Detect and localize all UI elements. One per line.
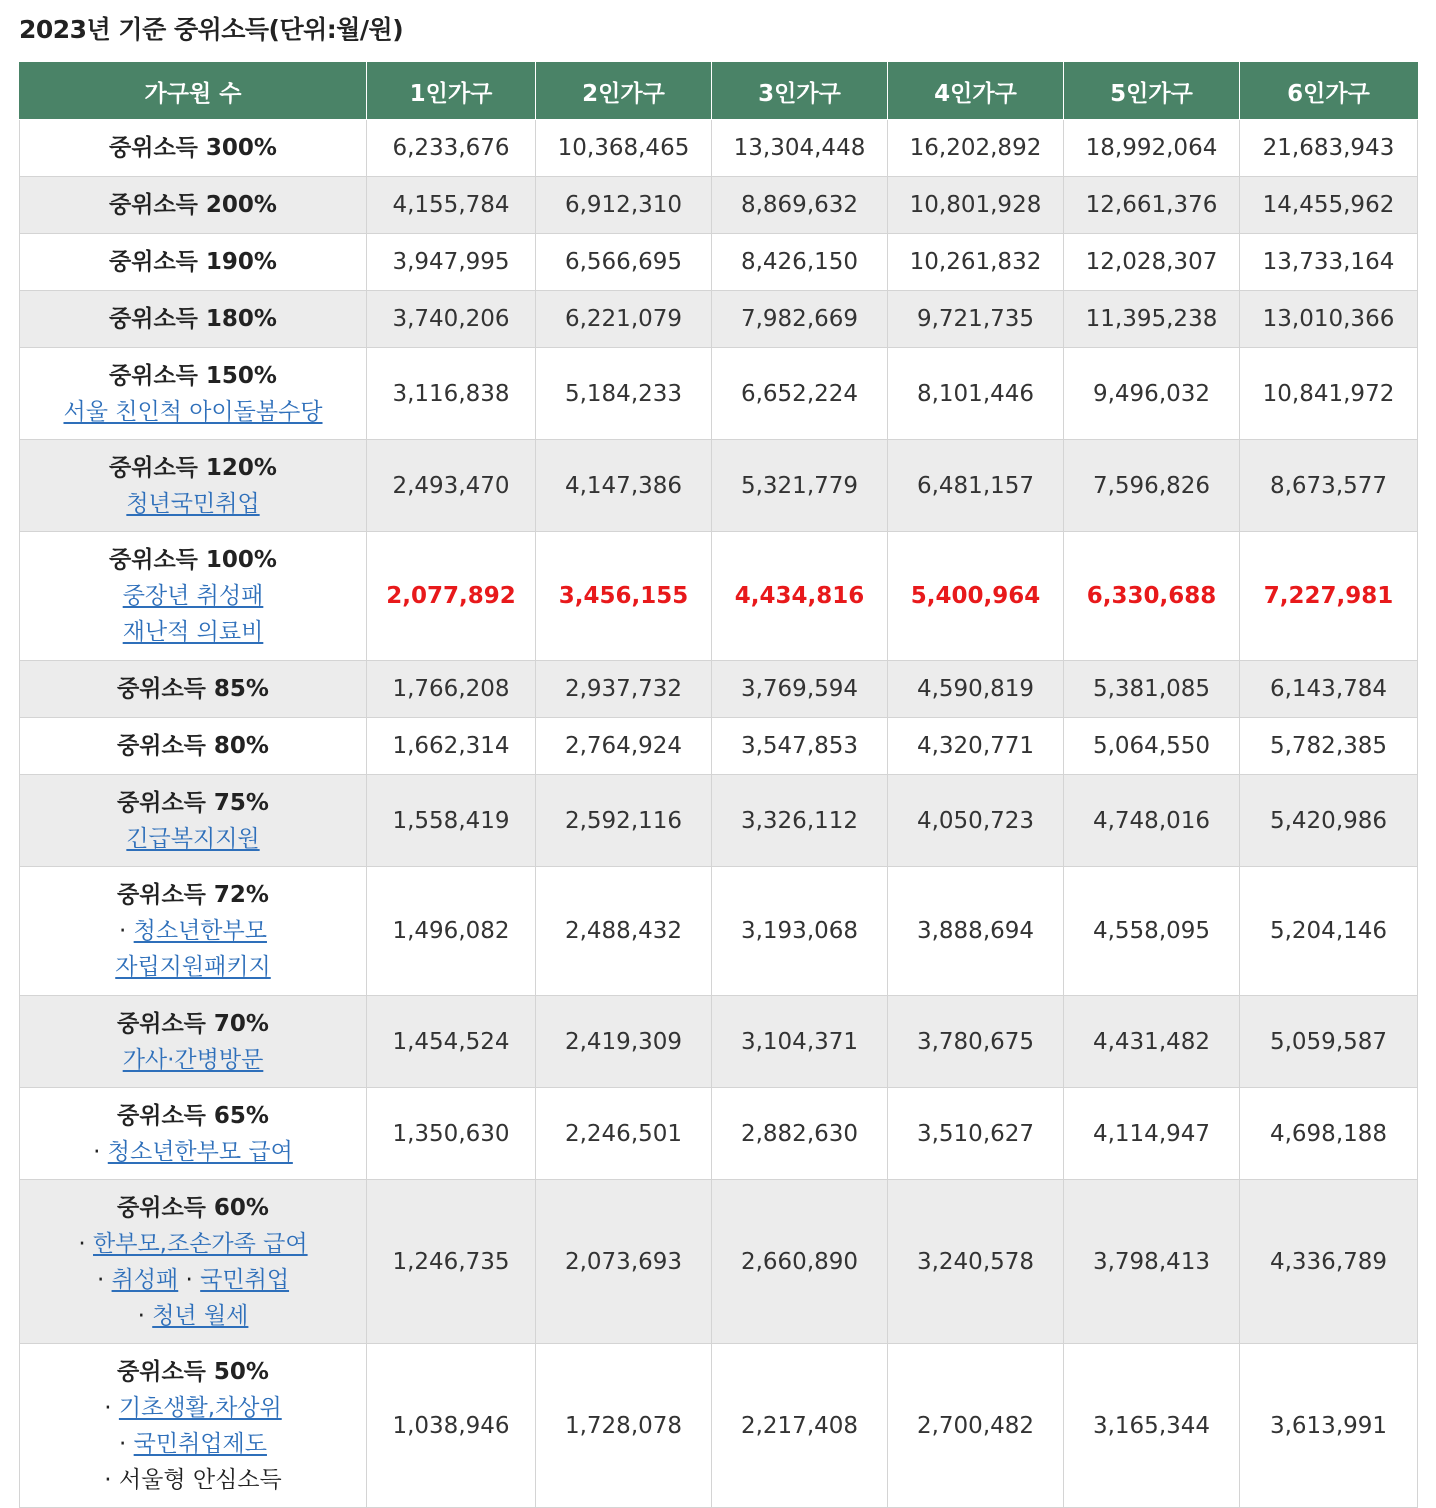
value-cell: 5,420,986 xyxy=(1240,775,1418,867)
link-line xyxy=(22,1390,364,1426)
row-label-text: 중위소득 70% xyxy=(117,1010,269,1037)
bullet-dot: · xyxy=(104,1394,119,1421)
value-cell: 5,321,779 xyxy=(712,440,888,532)
row-label-text: 중위소득 300% xyxy=(109,135,277,161)
value-cell: 8,426,150 xyxy=(712,234,888,291)
row-label-text: 중위소득 85% xyxy=(117,676,269,702)
value-cell: 2,700,482 xyxy=(888,1344,1064,1508)
value-cell: 6,566,695 xyxy=(536,234,712,291)
link-line xyxy=(22,1226,364,1262)
table-row xyxy=(20,996,1418,1088)
link-youth-employment[interactable]: 청년국민취업 xyxy=(126,490,260,517)
value-cell: 12,661,376 xyxy=(1064,177,1240,234)
value-cell: 3,613,991 xyxy=(1240,1344,1418,1508)
value-cell: 12,028,307 xyxy=(1064,234,1240,291)
bullet-dot: · xyxy=(119,1430,134,1457)
table-row xyxy=(20,1180,1418,1344)
link-line xyxy=(22,1426,364,1462)
value-cell: 2,077,892 xyxy=(367,532,536,661)
value-cell: 6,233,676 xyxy=(367,120,536,177)
bullet-dot: · xyxy=(104,1466,119,1493)
value-cell: 6,330,688 xyxy=(1064,532,1240,661)
table-row xyxy=(20,775,1418,867)
value-cell: 6,912,310 xyxy=(536,177,712,234)
value-cell: 2,882,630 xyxy=(712,1088,888,1180)
value-cell: 2,217,408 xyxy=(712,1344,888,1508)
value-cell: 5,782,385 xyxy=(1240,718,1418,775)
value-cell: 8,101,446 xyxy=(888,348,1064,440)
value-cell: 4,320,771 xyxy=(888,718,1064,775)
row-label xyxy=(20,775,367,867)
row-label xyxy=(20,348,367,440)
value-cell: 4,147,386 xyxy=(536,440,712,532)
value-cell: 4,590,819 xyxy=(888,661,1064,718)
table-row-highlighted xyxy=(20,532,1418,661)
value-cell: 2,419,309 xyxy=(536,996,712,1088)
row-label xyxy=(20,177,367,234)
table-row xyxy=(20,1088,1418,1180)
row-label xyxy=(20,1180,367,1344)
header-household-size: 가구원 수 xyxy=(20,63,367,120)
link-basic-livelihood[interactable]: 기초생활,차상위 xyxy=(118,1394,282,1421)
bullet-dot: · xyxy=(119,918,134,944)
link-line xyxy=(22,913,364,949)
row-label xyxy=(20,996,367,1088)
value-cell: 1,728,078 xyxy=(536,1344,712,1508)
value-cell: 5,204,146 xyxy=(1240,867,1418,996)
value-cell: 1,454,524 xyxy=(367,996,536,1088)
link-housework-care-visit[interactable]: 가사·간병방문 xyxy=(122,1046,264,1073)
bullet-dot: · xyxy=(78,1230,94,1257)
link-line xyxy=(22,578,364,614)
row-label-text: 중위소득 190% xyxy=(109,249,277,275)
value-cell: 7,982,669 xyxy=(712,291,888,348)
table-row xyxy=(20,440,1418,532)
value-cell: 10,841,972 xyxy=(1240,348,1418,440)
value-cell: 3,780,675 xyxy=(888,996,1064,1088)
link-line xyxy=(22,821,364,857)
link-line xyxy=(22,1262,364,1298)
row-label xyxy=(20,661,367,718)
value-cell: 2,488,432 xyxy=(536,867,712,996)
row-label xyxy=(20,1344,367,1508)
value-cell: 7,227,981 xyxy=(1240,532,1418,661)
value-cell: 3,547,853 xyxy=(712,718,888,775)
value-cell: 2,073,693 xyxy=(536,1180,712,1344)
link-middle-age-employment[interactable]: 중장년 취성패 xyxy=(122,583,264,609)
value-cell: 14,455,962 xyxy=(1240,177,1418,234)
row-label xyxy=(20,867,367,996)
value-cell: 18,992,064 xyxy=(1064,120,1240,177)
row-label-text: 중위소득 75% xyxy=(117,789,269,816)
header-1-person: 1인가구 xyxy=(367,63,536,120)
row-label-text: 중위소득 200% xyxy=(109,192,277,218)
link-teen-single-parent[interactable]: 청소년한부모 xyxy=(133,918,267,944)
value-cell: 3,116,838 xyxy=(367,348,536,440)
header-2-person: 2인가구 xyxy=(536,63,712,120)
table-row xyxy=(20,291,1418,348)
row-label xyxy=(20,718,367,775)
table-row xyxy=(20,661,1418,718)
value-cell: 3,104,371 xyxy=(712,996,888,1088)
value-cell: 4,558,095 xyxy=(1064,867,1240,996)
table-row xyxy=(20,348,1418,440)
bullet-dot: · xyxy=(93,1138,108,1165)
value-cell: 3,947,995 xyxy=(367,234,536,291)
bullet-dot: · xyxy=(96,1266,112,1293)
bullet-dot: · xyxy=(178,1266,201,1293)
header-6-person: 6인가구 xyxy=(1240,63,1418,120)
link-teen-single-parent-benefit[interactable]: 청소년한부모 급여 xyxy=(107,1138,293,1165)
table-header-row xyxy=(20,63,1418,120)
value-cell: 9,496,032 xyxy=(1064,348,1240,440)
value-cell: 8,673,577 xyxy=(1240,440,1418,532)
link-line xyxy=(22,1134,364,1170)
header-5-person: 5인가구 xyxy=(1064,63,1240,120)
value-cell: 1,350,630 xyxy=(367,1088,536,1180)
value-cell: 4,155,784 xyxy=(367,177,536,234)
value-cell: 4,114,947 xyxy=(1064,1088,1240,1180)
link-single-parent-grandparent-benefit[interactable]: 한부모,조손가족 급여 xyxy=(93,1230,308,1257)
value-cell: 6,143,784 xyxy=(1240,661,1418,718)
value-cell: 4,336,789 xyxy=(1240,1180,1418,1344)
row-label-text: 중위소득 180% xyxy=(109,306,277,332)
value-cell: 3,456,155 xyxy=(536,532,712,661)
link-line xyxy=(22,614,364,650)
row-label-text: 중위소득 80% xyxy=(117,733,269,759)
row-label xyxy=(20,532,367,661)
value-cell: 7,596,826 xyxy=(1064,440,1240,532)
link-seoul-childcare-allowance[interactable]: 서울 친인척 아이돌봄수당 xyxy=(63,398,323,425)
value-cell: 8,869,632 xyxy=(712,177,888,234)
header-3-person: 3인가구 xyxy=(712,63,888,120)
value-cell: 5,064,550 xyxy=(1064,718,1240,775)
value-cell: 4,434,816 xyxy=(712,532,888,661)
value-cell: 2,764,924 xyxy=(536,718,712,775)
link-line xyxy=(22,1042,364,1078)
header-4-person: 4인가구 xyxy=(888,63,1064,120)
row-label xyxy=(20,120,367,177)
value-cell: 1,496,082 xyxy=(367,867,536,996)
value-cell: 10,368,465 xyxy=(536,120,712,177)
value-cell: 5,059,587 xyxy=(1240,996,1418,1088)
value-cell: 6,481,157 xyxy=(888,440,1064,532)
value-cell: 2,937,732 xyxy=(536,661,712,718)
value-cell: 13,010,366 xyxy=(1240,291,1418,348)
link-line xyxy=(22,949,364,985)
value-cell: 2,660,890 xyxy=(712,1180,888,1344)
value-cell: 3,510,627 xyxy=(888,1088,1064,1180)
value-cell: 3,240,578 xyxy=(888,1180,1064,1344)
link-emergency-welfare[interactable]: 긴급복지지원 xyxy=(126,825,260,852)
value-cell: 5,184,233 xyxy=(536,348,712,440)
row-label-text: 중위소득 50% xyxy=(117,1358,269,1385)
value-cell: 13,304,448 xyxy=(712,120,888,177)
link-line xyxy=(22,1298,364,1334)
value-cell: 2,493,470 xyxy=(367,440,536,532)
link-youth-rent[interactable]: 청년 월세 xyxy=(152,1302,249,1329)
value-cell: 13,733,164 xyxy=(1240,234,1418,291)
value-cell: 6,221,079 xyxy=(536,291,712,348)
value-cell: 3,769,594 xyxy=(712,661,888,718)
value-cell: 10,261,832 xyxy=(888,234,1064,291)
link-national-employment[interactable]: 국민취업 xyxy=(200,1266,290,1293)
link-catastrophic-medical[interactable]: 재난적 의료비 xyxy=(122,619,264,645)
value-cell: 4,748,016 xyxy=(1064,775,1240,867)
value-cell: 6,652,224 xyxy=(712,348,888,440)
seoul-safe-income-text: 서울형 안심소득 xyxy=(118,1466,282,1493)
value-cell: 5,400,964 xyxy=(888,532,1064,661)
value-cell: 1,246,735 xyxy=(367,1180,536,1344)
value-cell: 3,165,344 xyxy=(1064,1344,1240,1508)
row-label xyxy=(20,440,367,532)
value-cell: 4,431,482 xyxy=(1064,996,1240,1088)
value-cell: 1,558,419 xyxy=(367,775,536,867)
table-row xyxy=(20,120,1418,177)
text-line xyxy=(22,1462,364,1498)
link-independence-package[interactable]: 자립지원패키지 xyxy=(115,954,271,980)
row-label-text: 중위소득 150% xyxy=(109,362,277,389)
value-cell: 2,246,501 xyxy=(536,1088,712,1180)
row-label xyxy=(20,1088,367,1180)
value-cell: 3,193,068 xyxy=(712,867,888,996)
table-row xyxy=(20,234,1418,291)
median-income-table xyxy=(19,62,1418,1508)
value-cell: 4,050,723 xyxy=(888,775,1064,867)
table-row xyxy=(20,1344,1418,1508)
row-label xyxy=(20,291,367,348)
row-label-text: 중위소득 72% xyxy=(117,882,269,908)
link-employment-success-package[interactable]: 취성패 xyxy=(111,1266,179,1293)
value-cell: 10,801,928 xyxy=(888,177,1064,234)
link-line xyxy=(22,486,364,522)
row-label xyxy=(20,234,367,291)
value-cell: 2,592,116 xyxy=(536,775,712,867)
value-cell: 11,395,238 xyxy=(1064,291,1240,348)
value-cell: 9,721,735 xyxy=(888,291,1064,348)
value-cell: 16,202,892 xyxy=(888,120,1064,177)
row-label-text: 중위소득 120% xyxy=(109,454,277,481)
value-cell: 3,326,112 xyxy=(712,775,888,867)
table-row xyxy=(20,867,1418,996)
link-line xyxy=(22,394,364,430)
value-cell: 21,683,943 xyxy=(1240,120,1418,177)
value-cell: 1,766,208 xyxy=(367,661,536,718)
value-cell: 1,038,946 xyxy=(367,1344,536,1508)
value-cell: 4,698,188 xyxy=(1240,1088,1418,1180)
value-cell: 3,740,206 xyxy=(367,291,536,348)
value-cell: 3,888,694 xyxy=(888,867,1064,996)
table-row xyxy=(20,718,1418,775)
table-row xyxy=(20,177,1418,234)
page-title: 2023년 기준 중위소득(단위:월/원) xyxy=(19,15,404,44)
link-national-employment-system[interactable]: 국민취업제도 xyxy=(133,1430,267,1457)
row-label-text: 중위소득 100% xyxy=(109,547,277,573)
row-label-text: 중위소득 65% xyxy=(117,1102,269,1129)
value-cell: 3,798,413 xyxy=(1064,1180,1240,1344)
row-label-text: 중위소득 60% xyxy=(117,1194,269,1221)
bullet-dot: · xyxy=(137,1302,153,1329)
value-cell: 5,381,085 xyxy=(1064,661,1240,718)
value-cell: 1,662,314 xyxy=(367,718,536,775)
